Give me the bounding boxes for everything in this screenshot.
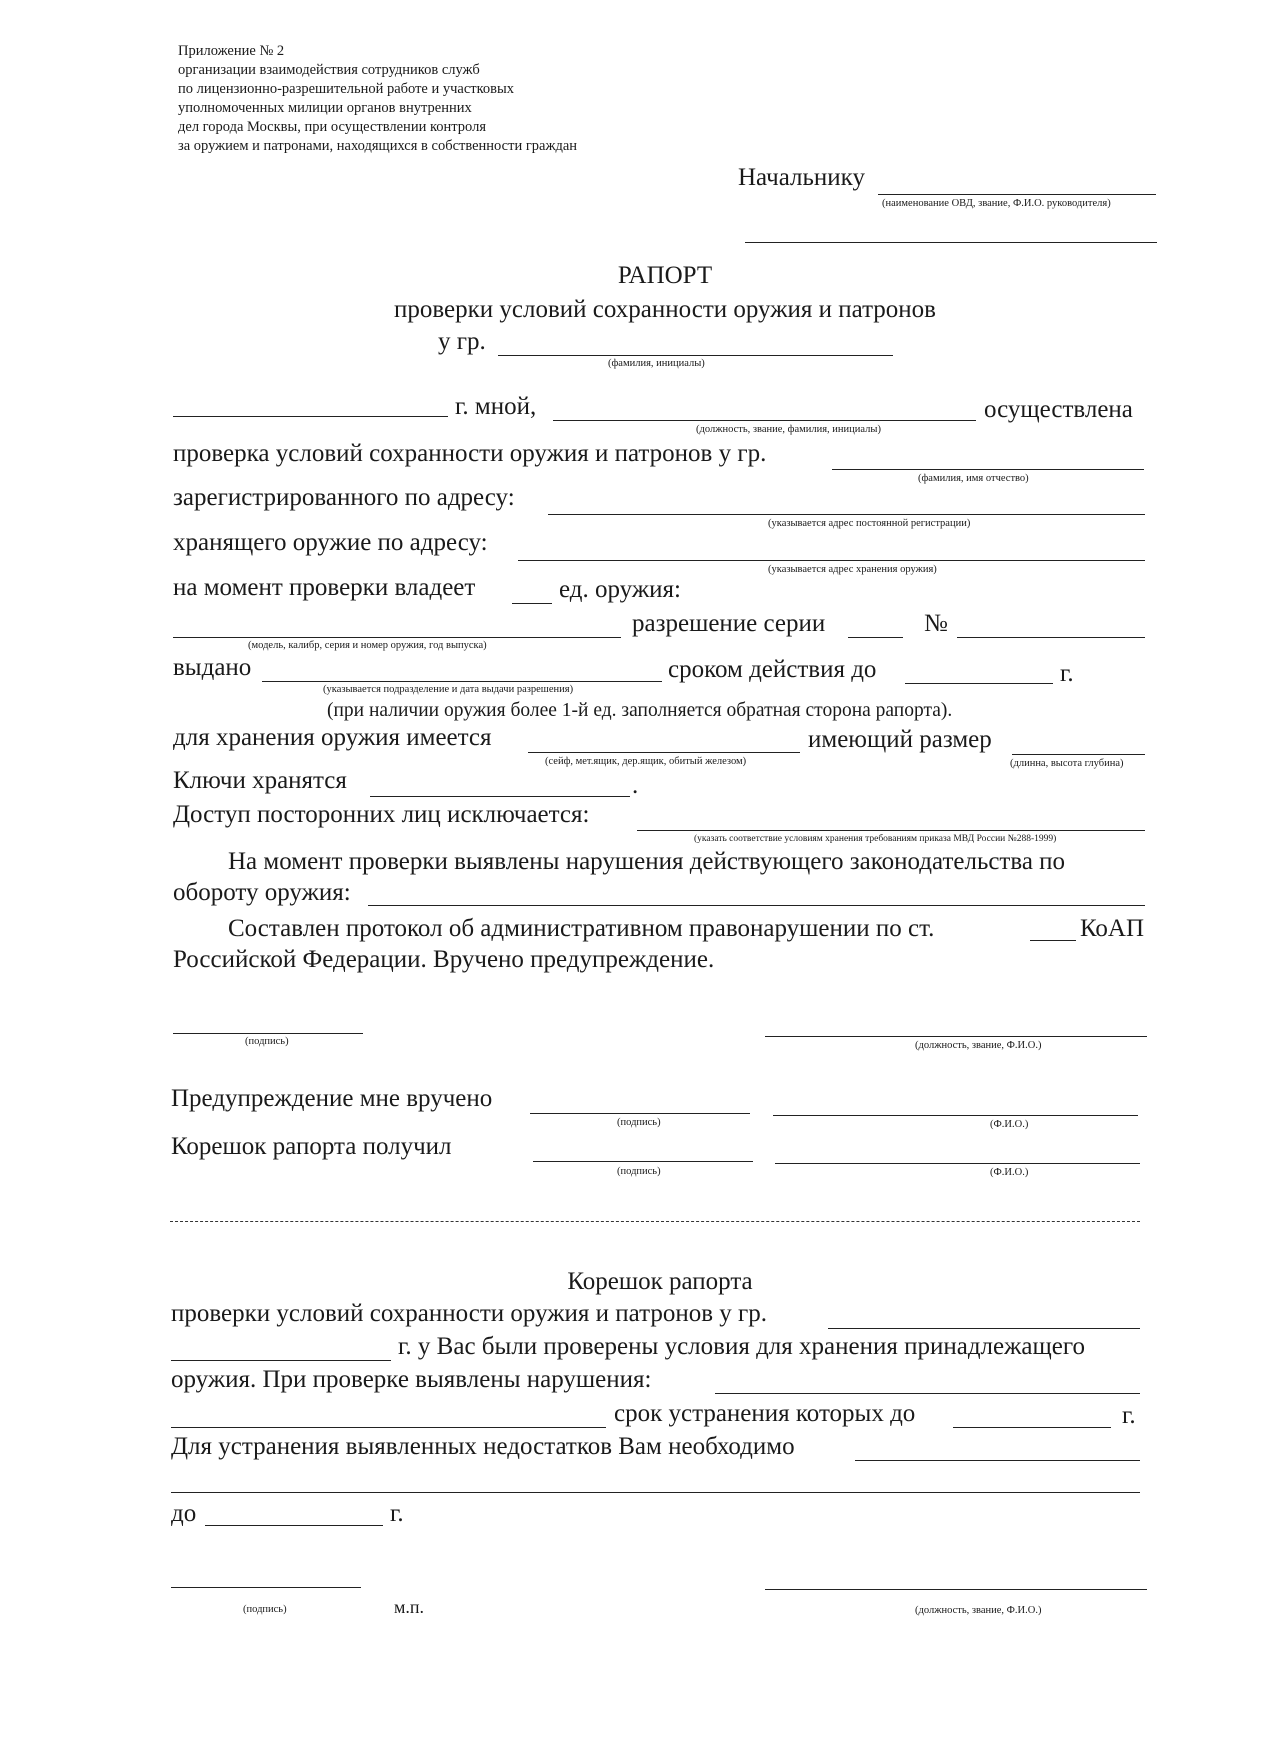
size-label: имеющий размер (808, 726, 992, 753)
stub-line-5: Для устранения выявленных недостатков Вам необходимо (171, 1433, 795, 1460)
issued-label: выдано (173, 654, 252, 681)
stub-signature-field[interactable] (171, 1587, 361, 1588)
cut-line (170, 1221, 1140, 1222)
stamp-place: м.п. (394, 1597, 425, 1617)
weapon-hint: (модель, калибр, серия и номер оружия, год выпуска) (248, 640, 487, 651)
keys-dot: . (632, 772, 639, 799)
stub-until-label: до (171, 1500, 197, 1527)
owns-label: на момент проверки владеет (173, 574, 476, 601)
citizen-field[interactable] (498, 355, 893, 356)
appendix-line: дел города Москвы, при осуществлении контроля (178, 119, 487, 135)
weapon-count-field[interactable] (512, 603, 552, 604)
protocol-text-2: Российской Федерации. Вручено предупреждение. (173, 946, 715, 973)
size-hint: (длинна, высота глубина) (1010, 758, 1124, 769)
addressee-label: Начальнику (738, 164, 865, 191)
violations-text-1: На момент проверки выявлены нарушения действующего законодательства по (228, 848, 1066, 875)
stub-received-fio-hint: (Ф.И.О.) (990, 1167, 1029, 1178)
officer-hint: (должность, звание, фамилия, инициалы) (696, 424, 881, 435)
report-subtitle: проверки условий сохранности оружия и патронов (393, 296, 936, 323)
report-title: РАПОРТ (617, 262, 713, 289)
stub-year-g: г. (1122, 1402, 1136, 1429)
appendix-line: уполномоченных милиции органов внутренних (178, 100, 472, 116)
registered-field[interactable] (548, 514, 1145, 515)
storing-field[interactable] (518, 560, 1145, 561)
registered-label: зарегистрированного по адресу: (173, 484, 515, 511)
access-field[interactable] (637, 830, 1145, 831)
stub-until-g: г. (390, 1500, 404, 1527)
valid-until-field[interactable] (905, 683, 1053, 684)
keys-field[interactable] (370, 796, 630, 797)
date-suffix: г. мной, (455, 393, 537, 420)
stub-received-fio-field[interactable] (775, 1163, 1140, 1164)
access-label: Доступ посторонних лиц исключается: (173, 801, 590, 828)
valid-until-label: сроком действия до (668, 656, 877, 683)
weapon-field[interactable] (173, 637, 621, 638)
stub-line-2: г. у Вас были проверены условия для хранения принадлежащего (398, 1333, 1085, 1360)
citizen-fio-hint: (фамилия, имя отчество) (918, 473, 1029, 484)
size-field[interactable] (1012, 754, 1145, 755)
storage-field[interactable] (528, 752, 800, 753)
stub-citizen-field[interactable] (828, 1328, 1140, 1329)
storing-label: хранящего оружие по адресу: (173, 529, 488, 556)
stub-received-signature-hint: (подпись) (617, 1166, 661, 1177)
stub-deadline-field[interactable] (953, 1427, 1111, 1428)
keys-label: Ключи хранятся (173, 767, 347, 794)
warning-signature-hint: (подпись) (617, 1117, 661, 1128)
stub-measures-field-2[interactable] (171, 1492, 1140, 1493)
stub-until-field[interactable] (205, 1525, 383, 1526)
storing-hint: (указывается адрес хранения оружия) (768, 564, 937, 575)
koap-text: КоАП (1080, 915, 1145, 942)
stub-violations-field-2[interactable] (171, 1427, 606, 1428)
citizen-hint: (фамилия, инициалы) (608, 358, 705, 369)
owns-suffix: ед. оружия: (559, 576, 681, 603)
stub-received-signature-field[interactable] (533, 1161, 753, 1162)
number-sign: № (924, 610, 948, 637)
protocol-text-1: Составлен протокол об административном правонарушении по ст. (228, 915, 935, 942)
appendix-line: за оружием и патронами, находящихся в собственности граждан (178, 138, 578, 154)
article-field[interactable] (1030, 940, 1076, 941)
addressee-field[interactable] (878, 194, 1156, 195)
performed-word: осуществлена (984, 396, 1133, 423)
year-g: г. (1060, 660, 1074, 687)
warning-fio-hint: (Ф.И.О.) (990, 1119, 1029, 1130)
check-text: проверка условий сохранности оружия и патронов у гр. (173, 440, 767, 467)
stub-title: Корешок рапорта (567, 1268, 753, 1295)
registered-hint: (указывается адрес постоянной регистрации) (768, 518, 971, 529)
appendix-line: по лицензионно-разрешительной работе и участковых (178, 81, 515, 97)
stub-date-field[interactable] (171, 1360, 391, 1361)
stub-received-label: Корешок рапорта получил (171, 1133, 452, 1160)
stub-measures-field[interactable] (855, 1460, 1140, 1461)
stub-signature-hint: (подпись) (243, 1604, 287, 1615)
stub-line-1: проверки условий сохранности оружия и патронов у гр. (171, 1300, 768, 1327)
permit-series-label: разрешение серии (632, 610, 826, 637)
stub-position-field[interactable] (765, 1589, 1147, 1590)
stub-line-3: оружия. При проверке выявлены нарушения: (171, 1366, 652, 1393)
officer-signature-hint: (подпись) (245, 1036, 289, 1047)
addressee-hint: (наименование ОВД, звание, Ф.И.О. руководителя) (882, 198, 1111, 209)
stub-line-4: срок устранения которых до (614, 1400, 916, 1427)
officer-field[interactable] (553, 420, 976, 421)
appendix-line: организации взаимодействия сотрудников служб (178, 62, 480, 78)
addressee-field-2[interactable] (745, 242, 1157, 243)
warning-signature-field[interactable] (530, 1113, 750, 1114)
stub-violations-field[interactable] (715, 1393, 1140, 1394)
permit-series-field[interactable] (848, 637, 903, 638)
date-field[interactable] (173, 416, 448, 417)
stub-position-hint: (должность, звание, Ф.И.О.) (915, 1605, 1042, 1616)
warning-received-label: Предупреждение мне вручено (171, 1085, 493, 1112)
citizen-label: у гр. (438, 328, 486, 355)
storage-hint: (сейф, мет.ящик, дер.ящик, обитый железом) (545, 756, 747, 767)
issued-field[interactable] (262, 681, 662, 682)
access-hint: (указать соответствие условиям хранения требованиям приказа МВД России №288-1999) (694, 834, 1057, 844)
issued-hint: (указывается подразделение и дата выдачи разрешения) (323, 684, 574, 695)
citizen-fio-field[interactable] (832, 469, 1144, 470)
officer-position-field[interactable] (765, 1036, 1147, 1037)
violations-field[interactable] (368, 905, 1145, 906)
storage-label: для хранения оружия имеется (173, 724, 492, 751)
reverse-note: (при наличии оружия более 1-й ед. заполняется обратная сторона рапорта). (327, 700, 953, 721)
warning-fio-field[interactable] (773, 1115, 1138, 1116)
appendix-line: Приложение № 2 (178, 43, 285, 59)
officer-position-hint: (должность, звание, Ф.И.О.) (915, 1040, 1042, 1051)
officer-signature-field[interactable] (173, 1033, 363, 1034)
permit-number-field[interactable] (957, 637, 1145, 638)
violations-text-2: обороту оружия: (173, 879, 351, 906)
